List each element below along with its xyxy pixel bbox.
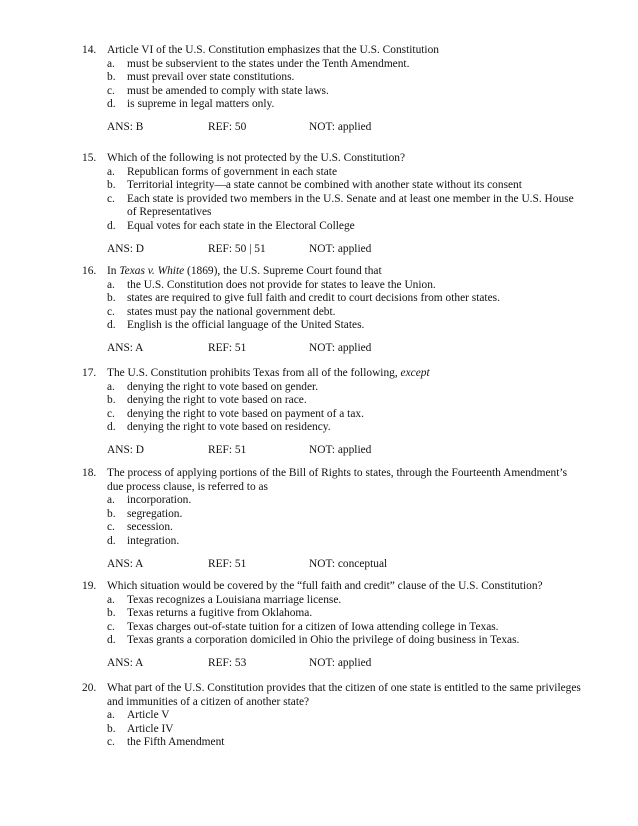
option-a: a. incorporation. [107,494,192,507]
answer-line [107,243,582,257]
page-reference: REF: 50 | 51 [208,242,266,255]
question-stem: The process of applying portions of the Bill of Rights to states, through the Fourteenth Amendment’s due process clause, is referred to as [107,467,567,493]
option-a: a. the U.S. Constitution does not provide for states to leave the Union. [107,278,436,291]
question-number: 20. [82,682,97,694]
option-b: b. Territorial integrity—a state cannot be combined with another state without its consent [107,179,522,192]
emphasis-except: except [400,367,430,379]
options-list [107,58,582,112]
page-reference: REF: 51 [208,341,247,354]
question-stem: Article VI of the U.S. Constitution emphasizes that the U.S. Constitution [107,44,439,56]
question-18 [82,467,582,571]
answer-line [107,342,582,356]
page-reference: REF: 51 [208,443,247,456]
question-14 [82,44,582,135]
option-c: c. Each state is provided two members in the U.S. Senate and at least one member in the U.S. House of Representatives [107,192,574,219]
option-c: c. secession. [107,521,173,534]
page-reference: REF: 50 [208,120,247,133]
case-name: Texas v. White [119,265,185,277]
answer-line [107,657,582,671]
question-16 [82,265,582,356]
options-list [107,709,582,750]
option-d: d. denying the right to vote based on residency. [107,421,331,434]
question-stem: Which situation would be covered by the “full faith and credit” clause of the U.S. Constitution? [107,580,543,592]
question-19 [82,580,582,671]
option-b: b. states are required to give full faith and credit to court decisions from other states. [107,292,500,305]
option-d: d. is supreme in legal matters only. [107,98,275,111]
notes: NOT: applied [309,443,372,456]
option-d: d. Texas grants a corporation domiciled in Ohio the privilege of doing business in Texas. [107,634,520,647]
question-number: 15. [82,152,97,164]
option-d: d. English is the official language of the United States. [107,319,365,332]
option-c: c. Texas charges out-of-state tuition for a citizen of Iowa attending college in Texas. [107,620,499,633]
notes: NOT: applied [309,341,372,354]
question-number: 16. [82,265,97,277]
option-a: a. denying the right to vote based on gender. [107,380,319,393]
option-c: c. denying the right to vote based on payment of a tax. [107,407,364,420]
question-number: 18. [82,467,97,479]
notes: NOT: conceptual [309,557,388,570]
notes: NOT: applied [309,242,372,255]
question-17 [82,367,582,458]
answer-line [107,558,582,572]
question-20 [82,682,582,750]
answer-key: ANS: D [107,242,145,255]
option-c: c. the Fifth Amendment [107,736,225,749]
answer-line [107,121,582,135]
option-d: d. integration. [107,534,180,547]
answer-line [107,444,582,458]
option-b: b. denying the right to vote based on race. [107,394,307,407]
question-stem: What part of the U.S. Constitution provides that the citizen of one state is entitled to the same privileges and immunities of a citizen of another state? [107,682,581,708]
options-list [107,594,582,648]
option-b: b. segregation. [107,507,183,520]
question-stem: In Texas v. White (1869), the U.S. Supreme Court found that [107,265,382,277]
answer-key: ANS: B [107,120,144,133]
answer-key: ANS: A [107,341,144,354]
option-a: a. must be subservient to the states under the Tenth Amendment. [107,57,410,70]
question-stem: The U.S. Constitution prohibits Texas from all of the following, except [107,367,430,379]
option-a: a. Article V [107,709,170,722]
notes: NOT: applied [309,656,372,669]
page-reference: REF: 53 [208,656,247,669]
options-list [107,279,582,333]
options-list [107,381,582,435]
page-reference: REF: 51 [208,557,247,570]
option-a: a. Republican forms of government in each state [107,165,338,178]
option-b: b. Texas returns a fugitive from Oklahoma. [107,607,313,620]
option-b: b. must prevail over state constitutions. [107,71,295,84]
options-list [107,494,582,548]
answer-key: ANS: A [107,656,144,669]
option-b: b. Article IV [107,722,174,735]
question-number: 19. [82,580,97,592]
option-d: d. Equal votes for each state in the Electoral College [107,219,355,232]
question-number: 17. [82,367,97,379]
option-c: c. states must pay the national government debt. [107,305,336,318]
option-a: a. Texas recognizes a Louisiana marriage license. [107,593,342,606]
answer-key: ANS: A [107,557,144,570]
option-c: c. must be amended to comply with state laws. [107,84,329,97]
notes: NOT: applied [309,120,372,133]
answer-key: ANS: D [107,443,145,456]
question-number: 14. [82,44,97,56]
question-15 [82,152,582,256]
options-list [107,166,582,234]
question-stem: Which of the following is not protected by the U.S. Constitution? [107,152,406,164]
